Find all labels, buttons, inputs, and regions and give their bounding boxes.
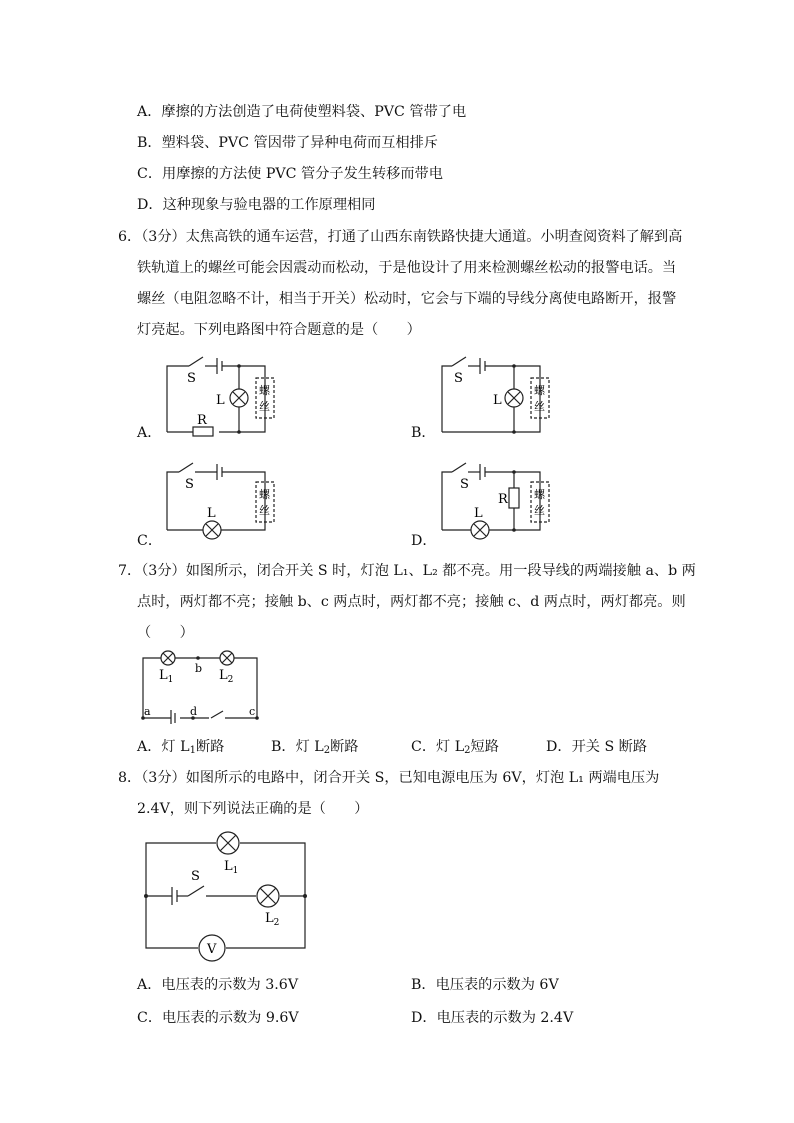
point-c-label: c — [249, 705, 256, 718]
q6-choice-b-label: B． — [411, 425, 436, 441]
screw-label-1: 螺 — [534, 384, 545, 397]
resistor-label: R — [197, 413, 207, 428]
q8-option-a: A．电压表的示数为 3.6V — [137, 977, 299, 993]
q8-option-d: D．电压表的示数为 2.4V — [411, 1010, 574, 1026]
q7-option-c: C．灯 $L_2$短路 — [411, 739, 499, 756]
q8-stem-line-1: 8．（3分）如图所示的电路中，闭合开关 S，已知电源电压为 6V，灯泡 L₁ 两端电压为 — [118, 770, 660, 786]
q7-stem-line-2: 点时，两灯都不亮；接触 b、c 两点时，两灯都不亮；接触 c、d 两点时，两灯都亮。则 — [137, 594, 686, 610]
point-a-label: a — [144, 705, 151, 718]
q6-circuit-d — [430, 458, 560, 548]
q6-choice-c-label: C． — [137, 533, 163, 549]
q6-choice-a-label: A． — [137, 425, 162, 441]
l1-label: $L_1$ — [224, 859, 239, 876]
q6-stem-line-2: 铁轨道上的螺丝可能会因震动而松动，于是他设计了用来检测螺丝松动的报警电话。当 — [137, 260, 677, 276]
q5-option-d: D．这种现象与验电器的工作原理相同 — [137, 197, 376, 213]
point-b-label: b — [195, 662, 203, 675]
l2-label: $L_2$ — [219, 668, 234, 685]
q8-option-c: C．电压表的示数为 9.6V — [137, 1010, 299, 1026]
switch-label: S — [191, 869, 200, 884]
q8-circuit — [138, 828, 314, 966]
screw-label-2: 丝 — [259, 400, 270, 413]
q7-stem-line-1: 7．（3分）如图所示，闭合开关 S 时，灯泡 L₁、L₂ 都不亮。用一段导线的两端接触 a、b 两 — [118, 563, 696, 579]
q7-circuit — [135, 648, 265, 724]
lamp-label: L — [216, 393, 225, 408]
screw-label-2: 丝 — [534, 504, 545, 517]
switch-label: S — [454, 371, 463, 386]
lamp-label: L — [474, 506, 483, 521]
screw-label-2: 丝 — [534, 400, 545, 413]
q7-stem-line-3: （ ） — [137, 625, 194, 641]
screw-label-1: 螺 — [259, 488, 270, 501]
q6-stem-line-3: 螺丝（电阻忽略不计，相当于开关）松动时，它会与下端的导线分离使电路断开，报警 — [137, 291, 677, 307]
switch-label: S — [187, 371, 196, 386]
voltmeter-label: V — [207, 942, 217, 957]
screw-label-2: 丝 — [259, 504, 270, 517]
point-d-label: d — [190, 705, 198, 718]
screw-label-1: 螺 — [259, 384, 270, 397]
q5-option-a: A．摩擦的方法创造了电荷使塑料袋、PVC 管带了电 — [137, 104, 467, 120]
q7-option-d: D．开关 S 断路 — [546, 739, 648, 755]
q6-stem-line-4: 灯亮起。下列电路图中符合题意的是（ ） — [137, 322, 421, 338]
screw-label-1: 螺 — [534, 488, 545, 501]
q8-option-b: B．电压表的示数为 6V — [411, 977, 559, 993]
q7-option-a: A．灯 $L_1$断路 — [137, 739, 225, 756]
q6-circuit-c — [155, 458, 285, 548]
q6-circuit-b — [430, 352, 560, 442]
q6-circuit-a — [155, 352, 285, 442]
switch-label: S — [185, 477, 194, 492]
q5-option-c: C．用摩擦的方法使 PVC 管分子发生转移而带电 — [137, 166, 443, 182]
resistor-label: R — [498, 492, 508, 507]
q6-choice-d-label: D． — [411, 533, 437, 549]
q8-stem-line-2: 2.4V，则下列说法正确的是（ ） — [137, 801, 369, 817]
q7-option-b: B．灯 $L_2$断路 — [271, 739, 359, 756]
l1-label: $L_1$ — [159, 668, 174, 685]
l2-label: $L_2$ — [265, 911, 280, 928]
lamp-label: L — [207, 506, 216, 521]
switch-label: S — [460, 477, 469, 492]
lamp-label: L — [493, 393, 502, 408]
q6-stem-line-1: 6．（3分）太焦高铁的通车运营，打通了山西东南铁路快捷大通道。小明查阅资料了解到高 — [118, 229, 683, 245]
q5-option-b: B．塑料袋、PVC 管因带了异种电荷而互相排斥 — [137, 135, 438, 151]
